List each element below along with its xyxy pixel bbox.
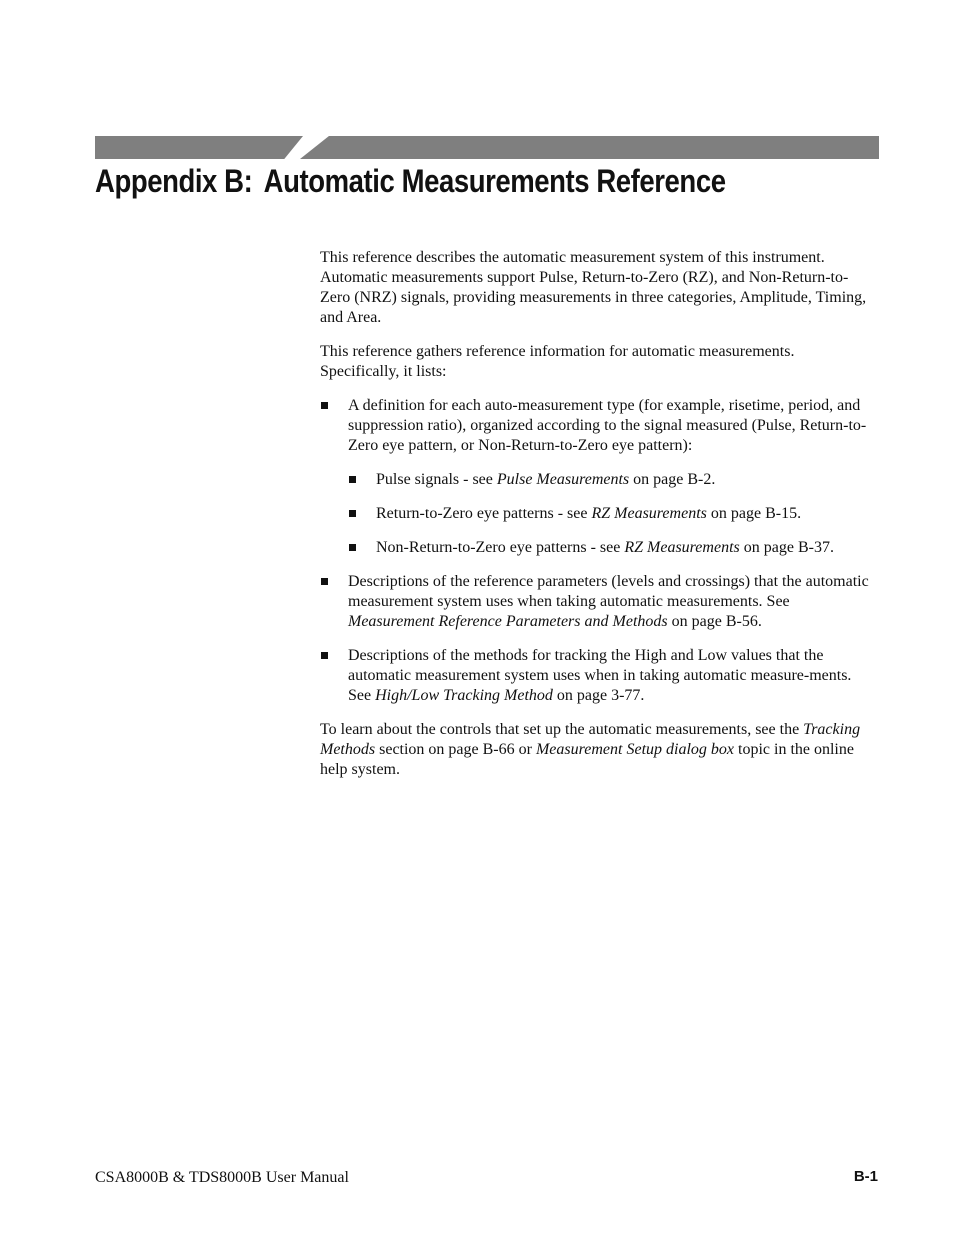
cross-reference: Measurement Reference Parameters and Methods bbox=[348, 613, 668, 630]
cross-reference: Pulse Measurements bbox=[496, 471, 630, 488]
list-item bbox=[320, 396, 876, 558]
cross-reference: Tracking Methods bbox=[320, 721, 861, 758]
list-item: Descriptions of the methods for tracking the High and Low values that the automatic measurement system uses when in taking automatic measure-ments. See High/Low Tracking Method on page 3-77. bbox=[320, 646, 876, 706]
intro-paragraph-1: This reference describes the automatic measurement system of this instrument. Automatic measurements support Pulse, Return-to-Zero (RZ), and Non-Return-to-Zero (NRZ) signals, providing measurements in three categories, Amplitude, Timing, and Area. bbox=[320, 249, 867, 326]
closing-paragraph: To learn about the controls that set up the automatic measurements, see the Tracking Methods section on page B-66 or Measurement Setup dialog box topic in the online help system. bbox=[320, 721, 861, 778]
footer-manual-title: CSA8000B & TDS8000B User Manual bbox=[95, 1169, 349, 1186]
list-item: Descriptions of the reference parameters (levels and crossings) that the automatic measurement system uses when taking automatic measurements. See Measurement Reference Parameters and Methods on page B-56. bbox=[320, 572, 876, 632]
cross-reference: High/Low Tracking Method bbox=[375, 687, 553, 704]
sub-list-item: Pulse signals - see Pulse Measurements on page B-2. bbox=[348, 470, 876, 490]
header-bar-right bbox=[300, 136, 879, 159]
title-main: Automatic Measurements Reference bbox=[263, 163, 726, 199]
sub-list-item: Return-to-Zero eye patterns - see RZ Measurements on page B-15. bbox=[348, 504, 876, 524]
body-content bbox=[320, 248, 876, 794]
intro-paragraph-2: This reference gathers reference information for automatic measurements. Specifically, it lists: bbox=[320, 343, 795, 380]
header-bar-left bbox=[95, 136, 303, 159]
footer-page-number: B-1 bbox=[853, 1168, 878, 1185]
page-title bbox=[95, 163, 726, 200]
reference-list bbox=[320, 396, 876, 706]
cross-reference: RZ Measurements bbox=[624, 539, 740, 556]
list-item-text: A definition for each auto-measurement type (for example, risetime, period, and suppression ratio), organized according to the signal measured (Pulse, Return-to-Zero eye pattern, or Non-Return-to-Zero eye pattern): bbox=[348, 397, 867, 454]
cross-reference: RZ Measurements bbox=[591, 505, 707, 522]
title-prefix: Appendix B: bbox=[95, 163, 253, 199]
sub-list bbox=[348, 470, 876, 558]
cross-reference: Measurement Setup dialog box bbox=[535, 741, 734, 758]
sub-list-item: Non-Return-to-Zero eye patterns - see RZ Measurements on page B-37. bbox=[348, 538, 876, 558]
